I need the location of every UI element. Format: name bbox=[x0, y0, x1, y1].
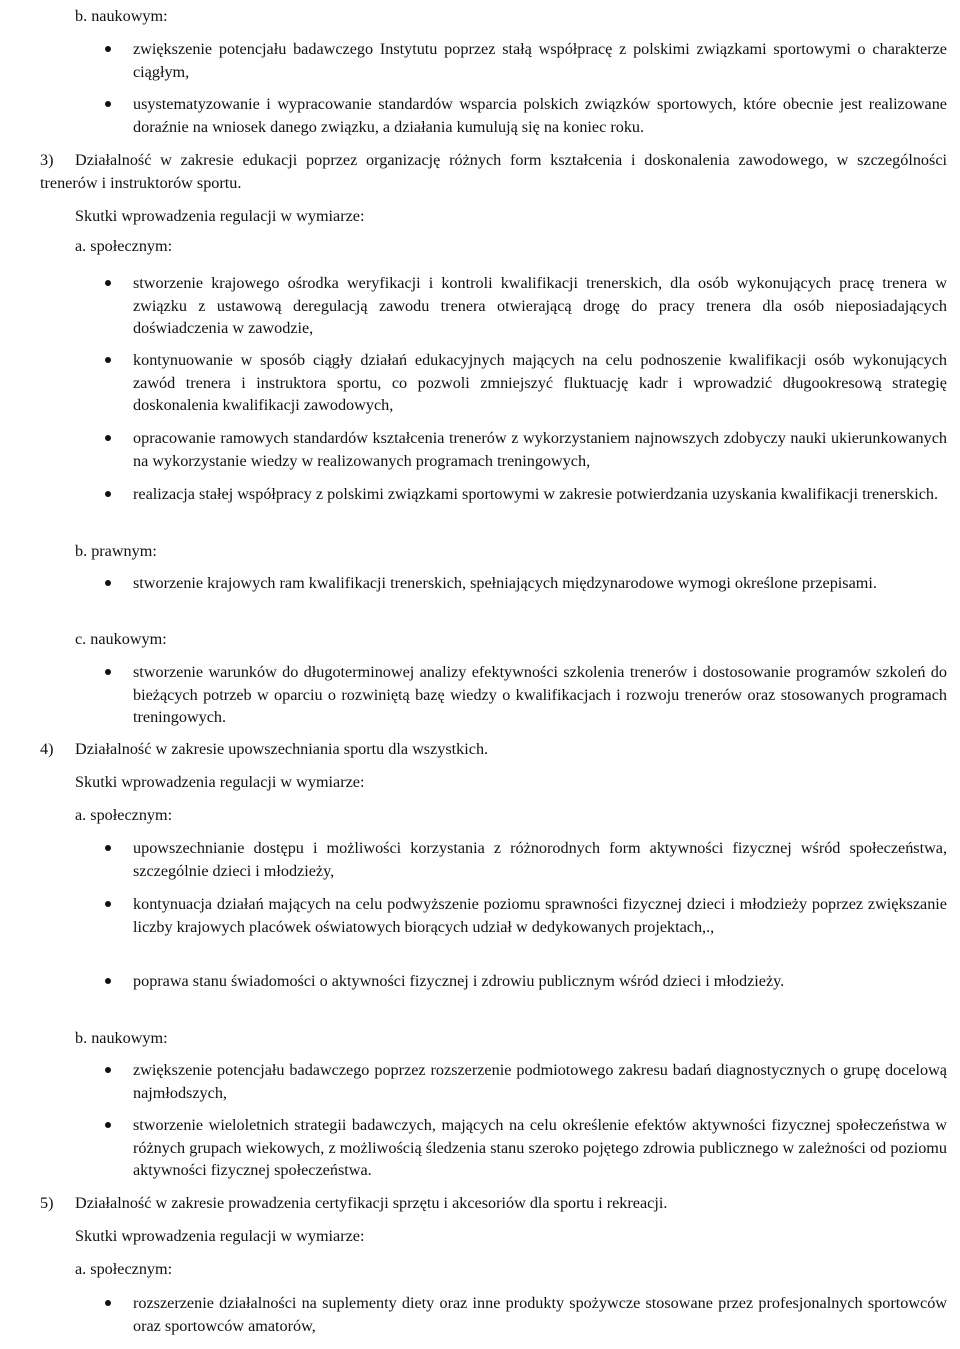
list-item bbox=[105, 837, 947, 882]
list-item-text: stworzenie wieloletnich strategii badawczych, mających na celu określenie efektów aktywności fizycznej społeczeństwa w różnych grupach wiekowych, z możliwością śledzenia stanu szeroko pojętego zdrowia publicznego w zależności od poziomu aktywności fizycznej społeczeństwa. bbox=[133, 1116, 947, 1179]
bullet-icon bbox=[105, 280, 111, 286]
list-item bbox=[105, 272, 947, 340]
list-item bbox=[105, 483, 947, 506]
subsection-label: b. naukowym: bbox=[75, 1029, 168, 1047]
bullet-icon bbox=[105, 357, 111, 363]
list-item bbox=[105, 427, 947, 472]
list-item-text: poprawa stanu świadomości o aktywności fizycznej i zdrowiu publicznym wśród dzieci i młodzieży. bbox=[133, 972, 785, 990]
list-item bbox=[105, 1114, 947, 1182]
subsection-label: a. społecznym: bbox=[75, 237, 173, 255]
bullet-icon bbox=[105, 1067, 111, 1073]
item-number: 4) bbox=[40, 740, 54, 758]
list-item-text: kontynuacja działań mających na celu podwyższenie poziomu sprawności fizycznej dzieci i młodzieży poprzez zwiększanie liczby krajowych placówek oświatowych biorących udział w dedykowanych projektach,., bbox=[133, 895, 947, 936]
bullet-icon bbox=[105, 1300, 111, 1306]
effects-heading: Skutki wprowadzenia regulacji w wymiarze: bbox=[75, 1227, 365, 1245]
list-item-text: opracowanie ramowych standardów kształcenia trenerów z wykorzystaniem najnowszych zdobyczy nauki ukierunkowanych na wykorzystanie wiedzy w realizowanych programach treningowych, bbox=[133, 429, 947, 470]
list-item bbox=[105, 93, 947, 138]
bullet-icon bbox=[105, 46, 111, 52]
list-item-text: stworzenie warunków do długoterminowej analizy efektywności szkolenia trenerów i dostosowanie programów szkoleń do bieżących potrzeb w oparciu o rozwiniętą bazę wiedzy o kwalifikacjach i rozwoju trenerów oraz stosowanych programach treningowych. bbox=[133, 663, 947, 726]
bullet-icon bbox=[105, 978, 111, 984]
bullet-icon bbox=[105, 669, 111, 675]
numbered-item-3 bbox=[40, 149, 947, 194]
list-item-text: stworzenie krajowych ram kwalifikacji trenerskich, spełniających międzynarodowe wymogi określone przepisami. bbox=[133, 574, 877, 592]
bullet-icon bbox=[105, 435, 111, 441]
item-text: Działalność w zakresie upowszechniania sportu dla wszystkich. bbox=[75, 740, 489, 758]
subsection-label: c. naukowym: bbox=[75, 630, 167, 648]
bullet-icon bbox=[105, 101, 111, 107]
list-item-text: stworzenie krajowego ośrodka weryfikacji i kontroli kwalifikacji trenerskich, dla osób wykonujących pracę trenera w związku z ustawową deregulacją zawodu trenera otwierającą drogę do pracy trenera dla osób nieposiadających doświadczenia w zawodzie, bbox=[133, 274, 947, 337]
list-item-text: realizacja stałej współpracy z polskimi związkami sportowymi w zakresie potwierdzania uzyskania kwalifikacji trenerskich. bbox=[133, 485, 939, 503]
list-item-text: rozszerzenie działalności na suplementy diety oraz inne produkty spożywcze stosowane przez profesjonalnych sportowców oraz sportowców amatorów, bbox=[133, 1294, 947, 1335]
list-item-text: zwiększenie potencjału badawczego Instytutu poprzez stałą współpracę z polskimi związkami sportowymi o charakterze ciągłym, bbox=[133, 40, 947, 81]
list-item bbox=[105, 661, 947, 729]
list-item bbox=[105, 349, 947, 417]
list-item bbox=[105, 1292, 947, 1337]
bullet-icon bbox=[105, 580, 111, 586]
item-number: 5) bbox=[40, 1194, 54, 1212]
list-item-text: usystematyzowanie i wypracowanie standardów wsparcia polskich związków sportowych, które obecnie jest realizowane doraźnie na wniosek danego związku, a działania kumulują się na koniec roku. bbox=[133, 95, 947, 136]
subsection-label: a. społecznym: bbox=[75, 806, 173, 824]
list-item bbox=[105, 1059, 947, 1104]
item-text: Działalność w zakresie edukacji poprzez organizację różnych form kształcenia i doskonalenia zawodowego, w szczególności trenerów i instruktorów sportu. bbox=[40, 151, 947, 192]
list-item-text: zwiększenie potencjału badawczego poprzez rozszerzenie podmiotowego zakresu badań diagnostycznych o grupę docelową najmłodszych, bbox=[133, 1061, 947, 1102]
numbered-item-4 bbox=[40, 738, 947, 761]
effects-heading: Skutki wprowadzenia regulacji w wymiarze: bbox=[75, 207, 365, 225]
item-number: 3) bbox=[40, 151, 54, 169]
effects-heading: Skutki wprowadzenia regulacji w wymiarze: bbox=[75, 773, 365, 791]
list-item bbox=[105, 970, 947, 993]
subsection-label: b. naukowym: bbox=[75, 7, 168, 25]
numbered-item-5 bbox=[40, 1192, 947, 1215]
bullet-icon bbox=[105, 901, 111, 907]
list-item bbox=[105, 893, 947, 938]
bullet-icon bbox=[105, 845, 111, 851]
list-item-text: upowszechnianie dostępu i możliwości korzystania z różnorodnych form aktywności fizycznej wśród społeczeństwa, szczególnie dzieci i młodzieży, bbox=[133, 839, 947, 880]
list-item-text: kontynuowanie w sposób ciągły działań edukacyjnych mających na celu podnoszenie kwalifikacji osób wykonujących zawód trenera i instruktora sportu, co pozwoli zmniejszyć fluktuację kadr i wprowadzić długookresową strategię doskonalenia kwalifikacji zawodowych, bbox=[133, 351, 947, 414]
list-item bbox=[105, 572, 947, 595]
bullet-icon bbox=[105, 491, 111, 497]
subsection-label: b. prawnym: bbox=[75, 542, 157, 560]
subsection-label: a. społecznym: bbox=[75, 1260, 173, 1278]
list-item bbox=[105, 38, 947, 83]
item-text: Działalność w zakresie prowadzenia certyfikacji sprzętu i akcesoriów dla sportu i rekreacji. bbox=[75, 1194, 668, 1212]
bullet-icon bbox=[105, 1122, 111, 1128]
